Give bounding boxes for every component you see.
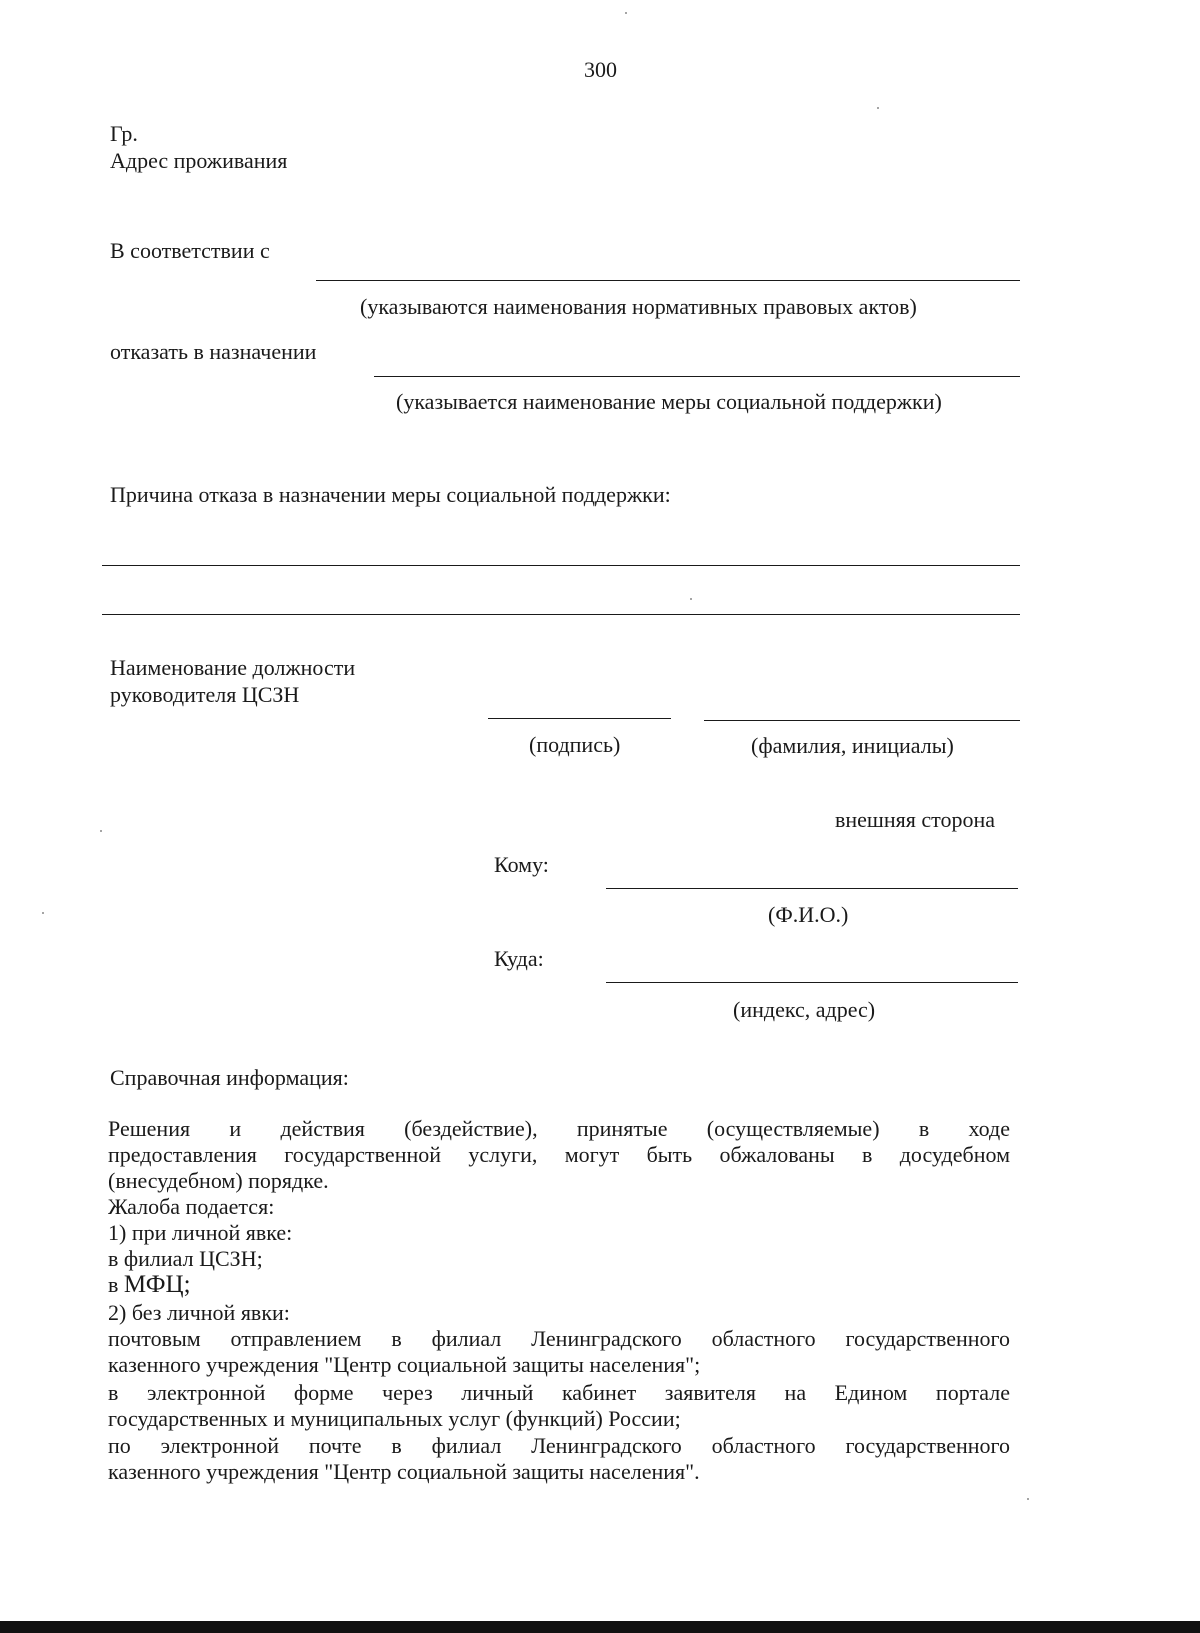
scan-speck <box>690 598 692 600</box>
item-personal-branch: в филиал ЦСЗН; <box>108 1246 263 1271</box>
scan-speck <box>1027 1498 1029 1500</box>
measure-input-line[interactable] <box>374 376 1020 377</box>
scan-speck <box>100 830 102 832</box>
name-input-line[interactable] <box>704 720 1020 721</box>
in-accordance-label: В соответствии с <box>110 238 270 263</box>
name-hint: (фамилия, инициалы) <box>751 733 954 758</box>
page-number: 300 <box>584 57 617 82</box>
outer-side-label: внешняя сторона <box>835 807 996 832</box>
signature-hint: (подпись) <box>529 732 621 757</box>
refuse-label: отказать в назначении <box>110 339 317 364</box>
scan-speck <box>42 912 44 914</box>
mfc-prefix: в <box>108 1272 119 1297</box>
to-input-line[interactable] <box>606 888 1018 889</box>
reason-input-line-1[interactable] <box>102 565 1020 566</box>
item-personal: 1) при личной явке: <box>108 1220 293 1245</box>
reference-title: Справочная информация: <box>110 1065 349 1090</box>
where-input-line[interactable] <box>606 982 1018 983</box>
portal-line1: в электронной форме через личный кабинет заявителя на Едином портале <box>108 1380 1010 1405</box>
item-personal-mfc <box>108 1272 1010 1298</box>
mail-line2: казенного учреждения "Центр социальной защиты населения"; <box>108 1352 701 1377</box>
reason-input-line-2[interactable] <box>102 614 1020 615</box>
measure-hint: (указывается наименование меры социальной поддержки) <box>396 389 942 414</box>
signature-input-line[interactable] <box>488 718 671 719</box>
reference-para1-line2: предоставления государственной услуги, могут быть обжалованы в досудебном <box>108 1142 1010 1167</box>
address-label: Адрес проживания <box>110 148 288 173</box>
mfc-label: МФЦ; <box>123 1271 191 1298</box>
acts-hint: (указываются наименования нормативных правовых актов) <box>360 294 917 319</box>
address-hint: (индекс, адрес) <box>733 997 876 1022</box>
portal-line2: государственных и муниципальных услуг (функций) России; <box>108 1406 681 1431</box>
reason-label: Причина отказа в назначении меры социальной поддержки: <box>110 482 671 507</box>
reference-para1-line1: Решения и действия (бездействие), принятые (осуществляемые) в ходе <box>108 1116 1010 1141</box>
complaint-label: Жалоба подается: <box>108 1194 275 1219</box>
acts-input-line[interactable] <box>316 280 1020 281</box>
item-remote: 2) без личной явки: <box>108 1300 290 1325</box>
fio-hint: (Ф.И.О.) <box>768 902 849 927</box>
email-line2: казенного учреждения "Центр социальной защиты населения". <box>108 1459 700 1484</box>
scan-speck <box>877 107 879 109</box>
mail-line1: почтовым отправлением в филиал Ленинградского областного государственного <box>108 1326 1010 1351</box>
to-label: Кому: <box>494 852 549 877</box>
position-title-line1: Наименование должности <box>110 655 356 680</box>
citizen-label: Гр. <box>110 121 138 146</box>
scan-bottom-edge <box>0 1621 1200 1633</box>
email-line1: по электронной почте в филиал Ленинградского областного государственного <box>108 1433 1010 1458</box>
where-label: Куда: <box>494 946 544 971</box>
scan-speck <box>625 12 627 14</box>
reference-para1-line3: (внесудебном) порядке. <box>108 1168 329 1193</box>
position-title-line2: руководителя ЦСЗН <box>110 682 300 707</box>
